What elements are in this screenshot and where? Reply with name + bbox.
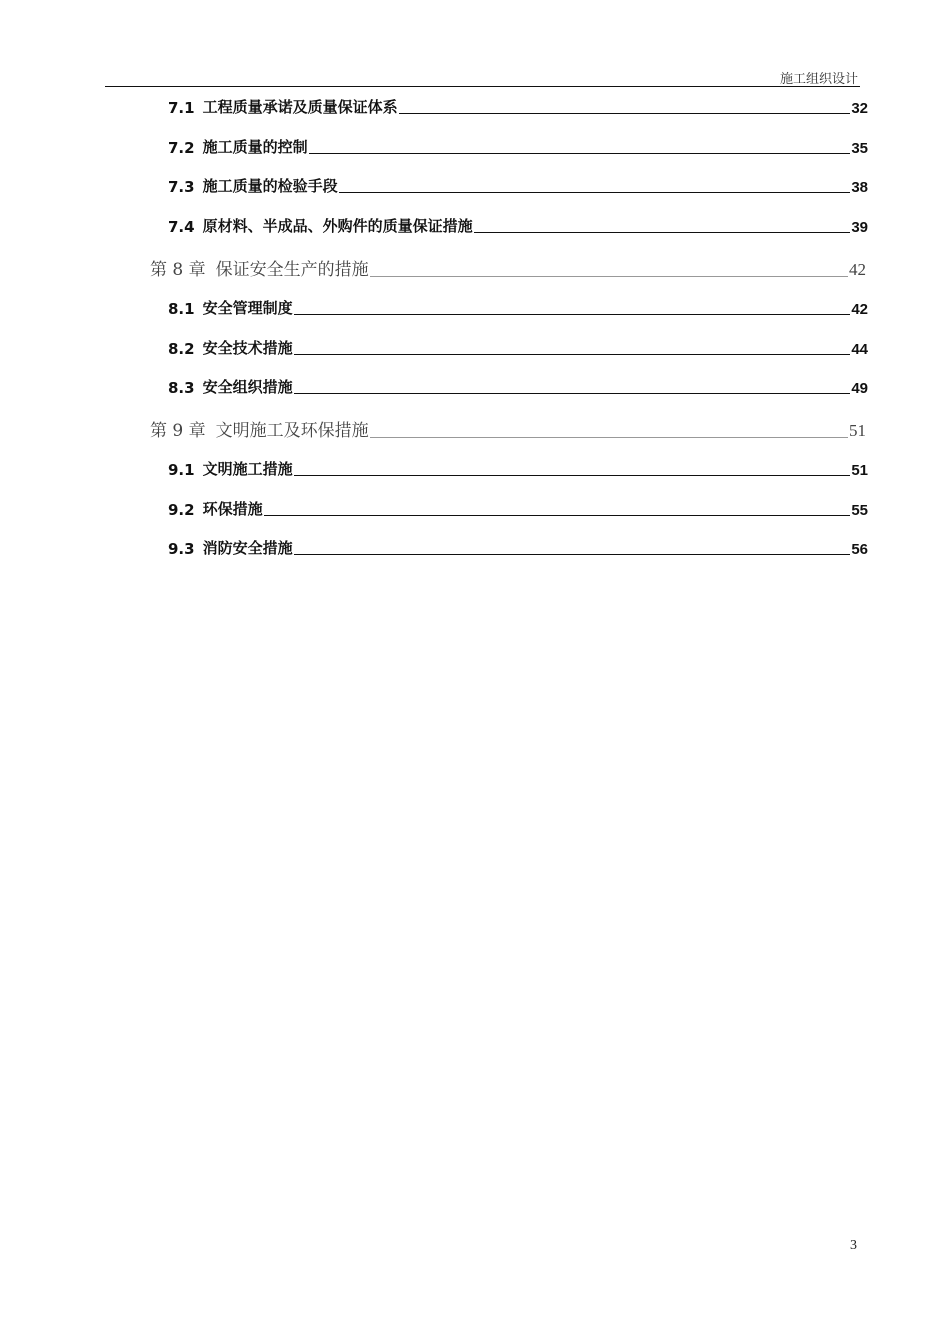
- toc-entry-title: 文明施工措施: [202, 460, 293, 478]
- toc-entry-9-3[interactable]: [168, 537, 868, 558]
- toc-entry-page: 35: [851, 140, 868, 157]
- toc-entry-title: 消防安全措施: [202, 539, 293, 557]
- toc-entry-8-2[interactable]: [168, 337, 868, 358]
- toc-entry-title: 原材料、半成品、外购件的质量保证措施: [202, 217, 473, 235]
- toc-chapter-9[interactable]: [150, 416, 866, 441]
- toc-leader-line: [294, 475, 851, 476]
- toc-entry-number: 9.1: [168, 461, 195, 479]
- toc-leader-line: [309, 153, 851, 154]
- toc-entry-title: 施工质量的控制: [202, 138, 308, 156]
- toc-entry-9-1[interactable]: [168, 458, 868, 479]
- toc-entry-page: 32: [851, 100, 868, 117]
- toc-leader-line: [264, 515, 851, 516]
- toc-entry-7-1[interactable]: [168, 96, 868, 117]
- toc-leader-line: [294, 314, 851, 315]
- toc-entry-8-3[interactable]: [168, 376, 868, 397]
- toc-entry-page: 42: [851, 301, 868, 318]
- toc-entry-number: 9.2: [168, 501, 195, 519]
- toc-entry-title: 安全组织措施: [202, 378, 293, 396]
- toc-entry-page: 44: [851, 341, 868, 358]
- toc-leader-line: [294, 354, 851, 355]
- toc-entry-9-2[interactable]: [168, 498, 868, 519]
- toc-entry-number: 8.2: [168, 340, 195, 358]
- toc-chapter-page: 51: [849, 421, 866, 440]
- toc-entry-number: 9.3: [168, 540, 195, 558]
- toc-entry-title: 安全技术措施: [202, 339, 293, 357]
- toc-entry-page: 49: [851, 380, 868, 397]
- toc-entry-page: 55: [851, 502, 868, 519]
- toc-chapter-number: 第 9 章: [150, 421, 206, 441]
- toc-leader-line: [370, 276, 848, 277]
- toc-chapter-number: 第 8 章: [150, 260, 206, 280]
- toc-chapter-title: 文明施工及环保措施: [215, 421, 369, 441]
- page-number: 3: [850, 1238, 857, 1253]
- header-title: 施工组织设计: [779, 72, 858, 87]
- toc-entry-page: 51: [851, 462, 868, 479]
- toc-leader-line: [294, 393, 851, 394]
- toc-entry-7-4[interactable]: [168, 215, 868, 236]
- toc-entry-page: 39: [851, 219, 868, 236]
- toc-chapter-title: 保证安全生产的措施: [215, 260, 369, 280]
- toc-entry-number: 7.1: [168, 99, 195, 117]
- toc-entry-number: 7.3: [168, 178, 195, 196]
- toc-chapter-page: 42: [849, 260, 866, 279]
- toc-leader-line: [294, 554, 851, 555]
- toc-entry-title: 安全管理制度: [202, 299, 293, 317]
- toc-entry-page: 56: [851, 541, 868, 558]
- page-header: [105, 66, 860, 87]
- toc-entry-title: 施工质量的检验手段: [202, 177, 338, 195]
- toc-entry-number: 7.2: [168, 139, 195, 157]
- toc-leader-line: [339, 192, 851, 193]
- toc-chapter-8[interactable]: [150, 255, 866, 280]
- toc-entry-number: 7.4: [168, 218, 195, 236]
- toc-leader-line: [399, 113, 851, 114]
- toc-entry-title: 环保措施: [202, 500, 263, 518]
- toc-entry-8-1[interactable]: [168, 297, 868, 318]
- toc-entry-number: 8.3: [168, 379, 195, 397]
- toc-entry-number: 8.1: [168, 300, 195, 318]
- toc-entry-7-3[interactable]: [168, 175, 868, 196]
- toc-entry-title: 工程质量承诺及质量保证体系: [202, 98, 398, 116]
- toc-entry-page: 38: [851, 179, 868, 196]
- toc-leader-line: [474, 232, 851, 233]
- toc-entry-7-2[interactable]: [168, 136, 868, 157]
- toc-leader-line: [370, 437, 848, 438]
